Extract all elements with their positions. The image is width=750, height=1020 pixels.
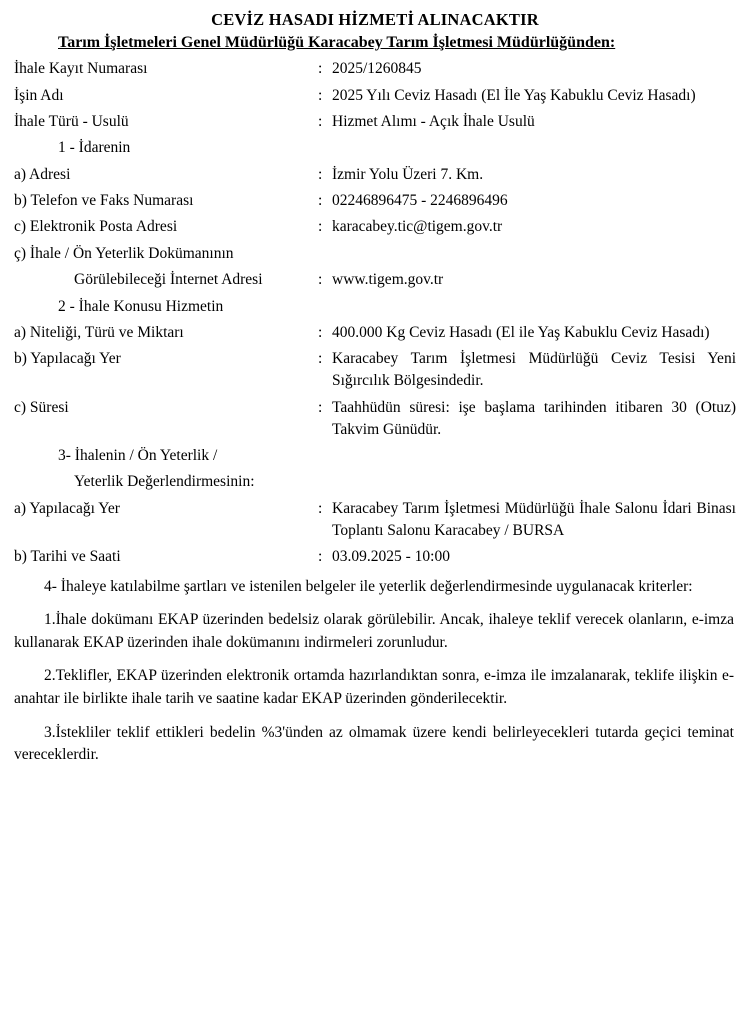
table-row bbox=[14, 56, 736, 82]
section-heading-ihale-line2: Yeterlik Değerlendirmesinin: bbox=[74, 473, 255, 491]
field-value-email: karacabey.tic@tigem.gov.tr bbox=[332, 218, 503, 236]
field-colon: : bbox=[318, 350, 323, 368]
field-value: Karacabey Tarım İşletmesi Müdürlüğü Ceviz Tesisi Yeni Sığırcılık Bölgesindedir. bbox=[332, 350, 736, 390]
paragraph-1: 1.İhale dokümanı EKAP üzerinden bedelsiz olarak görülebilir. Ancak, ihaleye teklif verecek olanların, e-imza kullanarak EKAP üzerinden ihale dokümanını indirmeleri zorunludur. bbox=[14, 611, 734, 651]
paragraph-4-intro: 4- İhaleye katılabilme şartları ve istenilen belgeler ile yeterlik değerlendirmesinde uygulanacak kriterler: bbox=[44, 578, 693, 596]
document-subtitle: Tarım İşletmeleri Genel Müdürlüğü Karacabey Tarım İşletmesi Müdürlüğünden: bbox=[58, 34, 616, 51]
section-heading-ihale-line1: 3- İhalenin / Ön Yeterlik / bbox=[58, 447, 218, 465]
field-colon: : bbox=[318, 165, 323, 183]
field-value-website: www.tigem.gov.tr bbox=[332, 271, 444, 289]
field-value: 400.000 Kg Ceviz Hasadı (El ile Yaş Kabuklu Ceviz Hasadı) bbox=[332, 323, 710, 341]
field-colon: : bbox=[318, 86, 323, 104]
field-value: Karacabey Tarım İşletmesi Müdürlüğü İhale Salonu İdari Binası Toplantı Salonu Karacabey / BURSA bbox=[332, 499, 736, 539]
table-row bbox=[14, 214, 736, 240]
table-row bbox=[14, 162, 736, 188]
field-colon: : bbox=[318, 218, 323, 236]
field-label: c) Süresi bbox=[14, 398, 69, 416]
field-colon: : bbox=[318, 548, 323, 566]
field-label: c) Elektronik Posta Adresi bbox=[14, 218, 178, 236]
field-label: b) Telefon ve Faks Numarası bbox=[14, 192, 194, 210]
degerlendirme-info-table bbox=[14, 496, 736, 571]
field-colon: : bbox=[318, 271, 323, 289]
table-row bbox=[14, 267, 736, 293]
table-row bbox=[14, 496, 736, 544]
field-label: ç) İhale / Ön Yeterlik Dokümanının bbox=[14, 244, 234, 262]
field-value: Taahhüdün süresi: işe başlama tarihinden itibaren 30 (Otuz) Takvim Günüdür. bbox=[332, 398, 736, 438]
field-value bbox=[332, 241, 736, 267]
field-value: 2025/1260845 bbox=[332, 60, 422, 78]
field-colon-empty bbox=[318, 241, 332, 267]
field-value: İzmir Yolu Üzeri 7. Km. bbox=[332, 165, 484, 183]
field-label: İhale Türü - Usulü bbox=[14, 112, 129, 130]
paragraph-2: 2.Teklifler, EKAP üzerinden elektronik ortamda hazırlandıktan sonra, e-imza ile imzalanarak, teklife ilişkin e-anahtar ile birlikte ihale tarih ve saatine kadar EKAP üzerinden gönderilecektir. bbox=[14, 667, 734, 707]
table-row bbox=[14, 82, 736, 108]
field-colon: : bbox=[318, 398, 323, 416]
table-row bbox=[14, 544, 736, 570]
table-row bbox=[14, 188, 736, 214]
field-label: b) Tarihi ve Saati bbox=[14, 548, 121, 566]
section-heading-hizmet: 2 - İhale Konusu Hizmetin bbox=[58, 297, 224, 315]
field-colon: : bbox=[318, 323, 323, 341]
table-row bbox=[14, 346, 736, 394]
tender-info-table bbox=[14, 56, 736, 135]
field-label: İhale Kayıt Numarası bbox=[14, 60, 148, 78]
table-row bbox=[14, 109, 736, 135]
table-row bbox=[14, 395, 736, 443]
section-heading-idare: 1 - İdarenin bbox=[58, 139, 131, 157]
page-title: CEVİZ HASADI HİZMETİ ALINACAKTIR bbox=[211, 10, 539, 29]
hizmet-info-table bbox=[14, 320, 736, 443]
conditions-section bbox=[14, 576, 736, 766]
field-value-datetime: 03.09.2025 - 10:00 bbox=[332, 548, 450, 566]
field-colon: : bbox=[318, 60, 323, 78]
table-row bbox=[14, 320, 736, 346]
field-value: Hizmet Alımı - Açık İhale Usulü bbox=[332, 112, 535, 130]
idare-info-table bbox=[14, 162, 736, 294]
field-value: 02246896475 - 2246896496 bbox=[332, 192, 508, 210]
field-label: İşin Adı bbox=[14, 86, 64, 104]
field-colon: : bbox=[318, 499, 323, 517]
field-colon: : bbox=[318, 192, 323, 210]
paragraph-3: 3.İstekliler teklif ettikleri bedelin %3'ünden az olmamak üzere kendi belirleyecekleri tutarda geçici teminat vereceklerdir. bbox=[14, 723, 734, 764]
table-row bbox=[14, 241, 736, 267]
field-colon: : bbox=[318, 112, 323, 130]
field-value: 2025 Yılı Ceviz Hasadı (El İle Yaş Kabuklu Ceviz Hasadı) bbox=[332, 86, 696, 104]
field-label: a) Niteliği, Türü ve Miktarı bbox=[14, 323, 184, 341]
field-label: a) Yapılacağı Yer bbox=[14, 499, 120, 517]
field-label: b) Yapılacağı Yer bbox=[14, 350, 121, 368]
field-label: a) Adresi bbox=[14, 165, 71, 183]
field-label: Görülebileceği İnternet Adresi bbox=[74, 271, 263, 289]
